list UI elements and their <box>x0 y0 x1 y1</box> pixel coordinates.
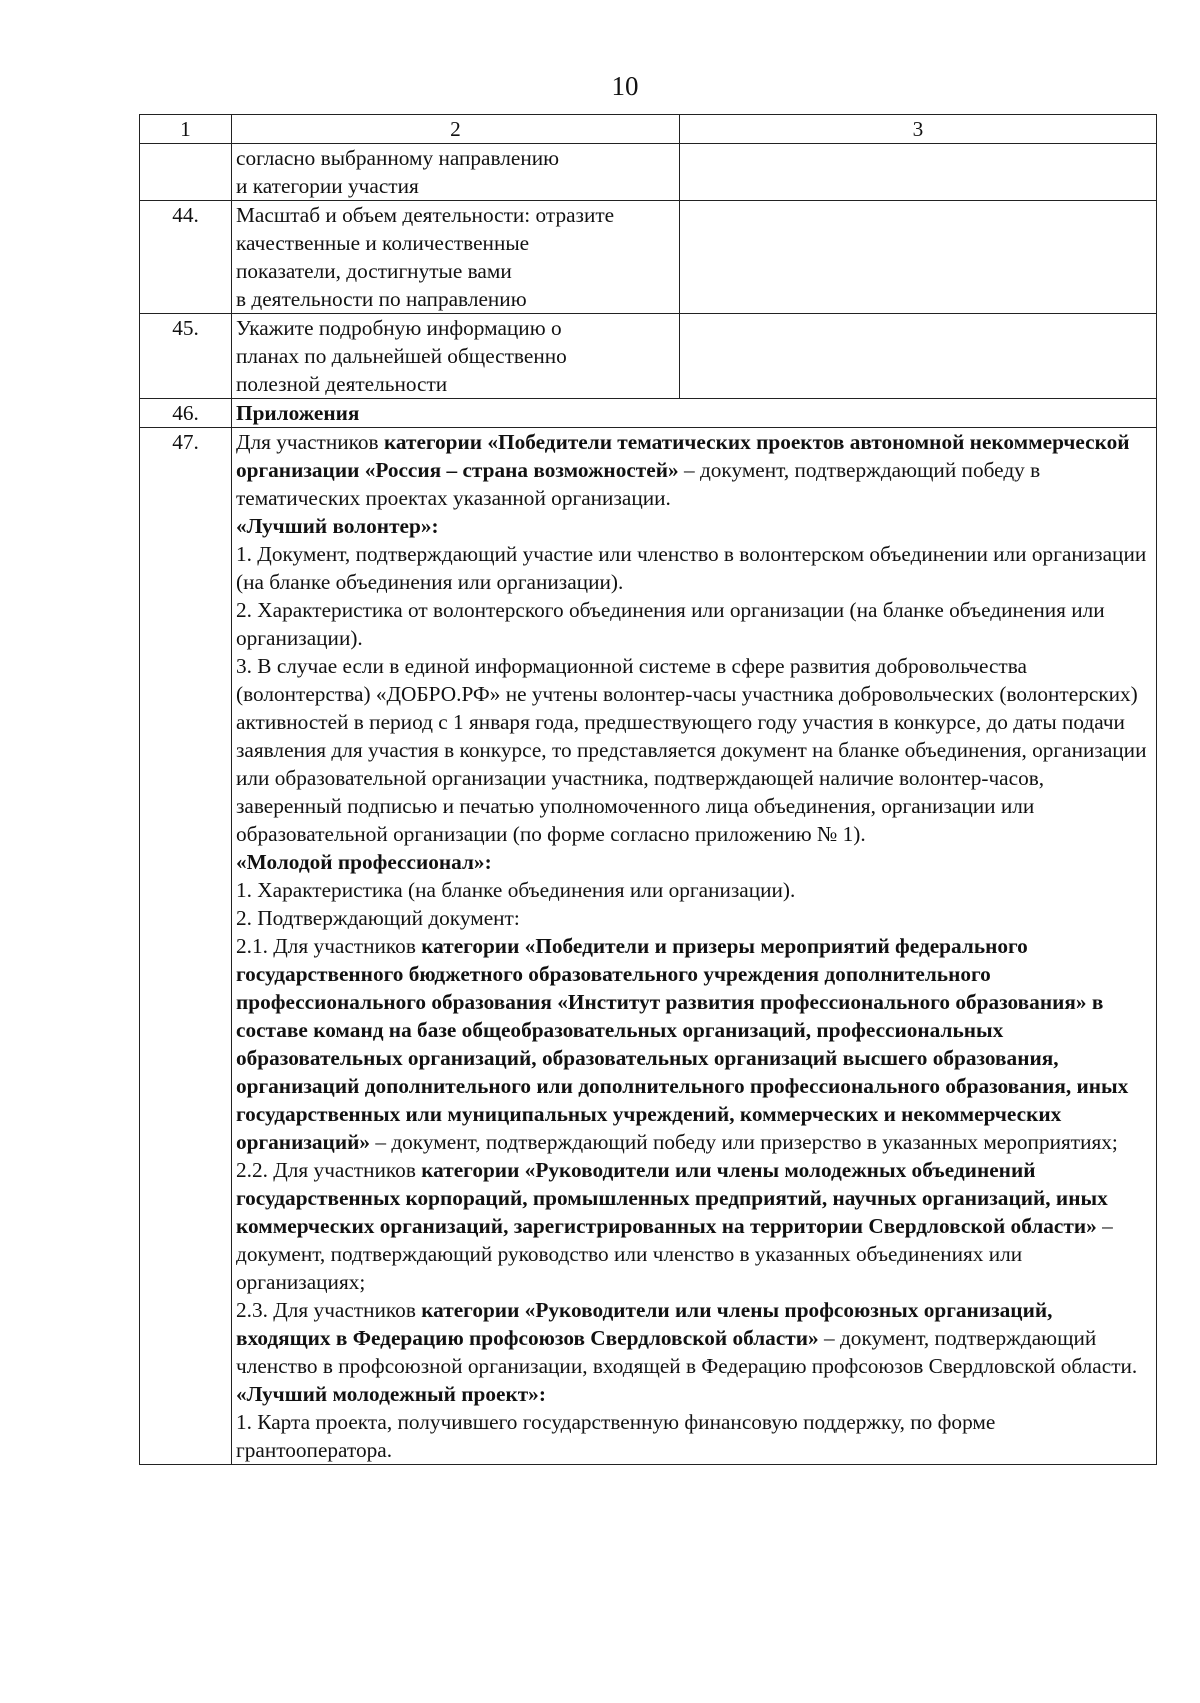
question-line: согласно выбранному направлению <box>236 146 560 170</box>
question-cell <box>232 201 680 314</box>
question-line: качественные и количественные <box>236 231 530 255</box>
category-name: категории «Руководители или члены молодежных объединений государственных корпораций, промышленных предприятий, научных организаций, иных коммерческих организаций, зарегистрированных на территории Свердловской области» <box>236 1158 1108 1238</box>
nomination-heading-volunteer: «Лучший волонтер»: <box>236 514 439 538</box>
text-run: 2.1. Для участников <box>236 934 422 958</box>
application-table <box>139 114 1157 1465</box>
young-professional-item-2: 2. Подтверждающий документ: <box>236 906 520 930</box>
row-number-cell <box>140 144 232 201</box>
question-line: показатели, достигнутые вами <box>236 259 512 283</box>
category-name: категории «Победители тематических проектов автономной некоммерческой организации «Россия – страна возможностей» <box>236 430 1130 482</box>
question-cell <box>232 144 680 201</box>
text-run: – документ, подтверждающий победу или призерство в указанных мероприятиях; <box>370 1130 1118 1154</box>
row-number-cell: 46. <box>140 399 232 428</box>
table-row-46 <box>140 399 1157 428</box>
column-header-2: 2 <box>232 115 680 144</box>
young-professional-item-2-3 <box>236 1296 1152 1380</box>
youth-project-item-1: 1. Карта проекта, получившего государственную финансовую поддержку, по форме грантооператора. <box>236 1410 996 1462</box>
young-professional-item-2-2 <box>236 1156 1152 1296</box>
text-run: 2.3. Для участников <box>236 1298 422 1322</box>
category-name: категории «Руководители или члены профсоюзных организаций, входящих в Федерацию профсоюзов Свердловской области» <box>236 1298 1053 1350</box>
young-professional-item-2-1 <box>236 932 1152 1156</box>
text-run: 2.2. Для участников <box>236 1158 422 1182</box>
question-cell <box>232 314 680 399</box>
answer-cell[interactable] <box>680 314 1157 399</box>
question-line: полезной деятельности <box>236 372 448 396</box>
young-professional-item-1: 1. Характеристика (на бланке объединения или организации). <box>236 878 796 902</box>
table-row-47 <box>140 428 1157 1465</box>
text-run: – документ, подтверждающий руководство или членство в указанных объединениях или организациях; <box>236 1214 1113 1294</box>
attachments-detail-cell <box>232 428 1157 1465</box>
page-number: 10 <box>611 71 639 101</box>
volunteer-item-3: 3. В случае если в единой информационной системе в сфере развития добровольчества (волонтерства) «ДОБРО.РФ» не учтены волонтер-часы участника добровольческих (волонтерских) активностей в период с 1 января года, предшествующего году участия в конкурсе, до даты подачи заявления для участия в конкурсе, то представляется документ на бланке объединения, организации или образовательной организации участника, подтверждающей наличие волонтер-часов, заверенный подписью и печатью уполномоченного лица объединения, организации или образовательной организации (по форме согласно приложению № 1). <box>236 654 1147 846</box>
row-number-cell: 47. <box>140 428 232 1465</box>
answer-cell[interactable] <box>680 201 1157 314</box>
volunteer-item-2: 2. Характеристика от волонтерского объединения или организации (на бланке объединения или организации). <box>236 598 1105 650</box>
table-row-continued <box>140 144 1157 201</box>
answer-cell[interactable] <box>680 144 1157 201</box>
text-run: – документ, подтверждающий победу в тематических проектах указанной организации. <box>236 458 1041 510</box>
table-row-45 <box>140 314 1157 399</box>
row-number-cell: 45. <box>140 314 232 399</box>
volunteer-item-1: 1. Документ, подтверждающий участие или членство в волонтерском объединении или организации (на бланке объединения или организации). <box>236 542 1147 594</box>
row-number-cell: 44. <box>140 201 232 314</box>
text-run: – документ, подтверждающий членство в профсоюзной организации, входящей в Федерацию профсоюзов Свердловской области. <box>236 1326 1138 1378</box>
nomination-heading-young-professional: «Молодой профессионал»: <box>236 850 492 874</box>
question-line: планах по дальнейшей общественно <box>236 344 567 368</box>
question-line: Укажите подробную информацию о <box>236 316 562 340</box>
column-header-3: 3 <box>680 115 1157 144</box>
question-line: и категории участия <box>236 174 419 198</box>
paragraph-russia-opportunities <box>236 428 1152 512</box>
nomination-heading-youth-project: «Лучший молодежный проект»: <box>236 1382 546 1406</box>
table-header-row <box>140 115 1157 144</box>
text-run: Для участников <box>236 430 384 454</box>
column-header-1: 1 <box>140 115 232 144</box>
question-line: Масштаб и объем деятельности: отразите <box>236 203 615 227</box>
attachments-heading: Приложения <box>236 401 360 425</box>
table-row-44 <box>140 201 1157 314</box>
attachments-heading-cell <box>232 399 1157 428</box>
question-line: в деятельности по направлению <box>236 287 527 311</box>
category-name: категории «Победители и призеры мероприятий федерального государственного бюджетного образовательного учреждения дополнительного профессионального образования «Институт развития профессионального образования» в составе команд на базе общеобразовательных организаций, профессиональных образовательных организаций, образовательных организаций высшего образования, организаций дополнительного или дополнительного профессионального образования, иных государственных или муниципальных учреждений, коммерческих и некоммерческих организаций» <box>236 934 1129 1154</box>
